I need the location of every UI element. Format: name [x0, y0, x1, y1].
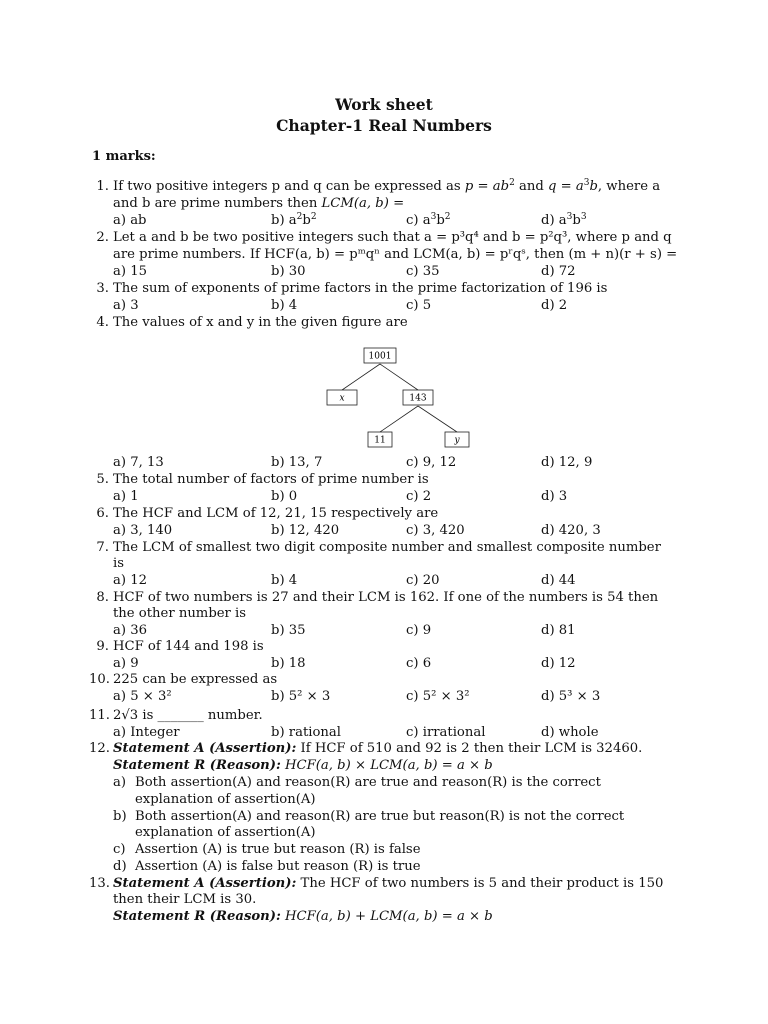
question-text: Let a and b be two positive integers such that a = p³q⁴ and b = p²q³, where p and q	[113, 230, 672, 245]
option-a: a) 9	[113, 656, 139, 671]
question-number: 1.	[96, 179, 109, 194]
option-a: a) 5 × 3²	[113, 689, 172, 704]
question-text: HCF of two numbers is 27 and their LCM is 162. If one of the numbers is 54 then	[113, 590, 659, 605]
question-number: 12.	[89, 741, 110, 756]
question-number: 13.	[89, 876, 110, 891]
option-c: c) 5	[406, 298, 432, 313]
question-number: 2.	[96, 230, 109, 245]
option-d: d) 420, 3	[541, 523, 601, 538]
option-b: b) 30	[271, 264, 306, 279]
option-c: c) irrational	[406, 725, 486, 740]
option-c: c) 2	[406, 489, 432, 504]
question-number: 5.	[96, 472, 109, 487]
question-text: The HCF and LCM of 12, 21, 15 respectively are	[113, 506, 439, 521]
option-c: c) 3, 420	[406, 523, 465, 538]
tree-edge	[380, 406, 418, 432]
question-number: 6.	[96, 506, 109, 521]
option-d: d) whole	[541, 725, 599, 740]
option-c: c) 5² × 3²	[406, 689, 470, 704]
option-b: b) 4	[271, 298, 298, 313]
question-text: If two positive integers p and q can be expressed as $p = ab^2$ and $q = a^3b$, where a	[113, 178, 661, 194]
question-text: The total number of factors of prime number is	[113, 472, 429, 487]
question-number: 10.	[89, 672, 110, 687]
chapter-title: Chapter-1 Real Numbers	[276, 116, 492, 135]
option-a: a) 1	[113, 489, 139, 504]
tree-edge	[380, 364, 418, 390]
factor-tree-diagram	[320, 343, 470, 451]
assertion-statement: Statement A (Assertion): The HCF of two numbers is 5 and their product is 150	[113, 876, 664, 891]
assertion-statement: Statement A (Assertion): If HCF of 510 and 92 is 2 then their LCM is 32460.	[113, 741, 643, 756]
option-d: d) 12, 9	[541, 455, 593, 470]
option-b: b) 0	[271, 489, 298, 504]
option-d: d) 44	[541, 573, 576, 588]
option-a: a) ab	[113, 213, 147, 228]
option-c: c) $a^3b^2$	[406, 212, 451, 228]
tree-node-right-label: 143	[409, 393, 427, 404]
option-a: a) 36	[113, 623, 147, 638]
option-d: d) 2	[541, 298, 568, 313]
question-number: 8.	[96, 590, 109, 605]
option-a: a) 3, 140	[113, 523, 173, 538]
option-d: d) 3	[541, 489, 568, 504]
option-b: b) $a^2b^2$	[271, 212, 317, 228]
option-a: a) 15	[113, 264, 147, 279]
option-a: a) 3	[113, 298, 139, 313]
question-number: 3.	[96, 281, 109, 296]
question-number: 9.	[96, 639, 109, 654]
tree-node-rr-label: y	[454, 435, 460, 446]
option-a: a) 7, 13	[113, 455, 164, 470]
question-number: 4.	[96, 315, 109, 330]
option-c: c) 6	[406, 656, 432, 671]
option-d: d) 72	[541, 264, 576, 279]
tree-node-left-label: x	[339, 393, 345, 404]
tree-node-root-label: 1001	[368, 351, 392, 362]
option-b: b) 4	[271, 573, 298, 588]
question-text: The values of x and y in the given figure are	[113, 315, 408, 330]
option-d: d) $a^3b^3$	[541, 212, 587, 228]
option-b: b) 5² × 3	[271, 689, 331, 704]
option-d: d) 5³ × 3	[541, 689, 601, 704]
question-number: 7.	[96, 540, 109, 555]
question-text: The LCM of smallest two digit composite number and smallest composite number	[113, 540, 661, 555]
option-a: a) Integer	[113, 725, 180, 740]
option-b: b) 18	[271, 656, 306, 671]
marks-heading: 1 marks:	[92, 149, 156, 164]
option-c: c) 35	[406, 264, 440, 279]
tree-edge	[418, 406, 457, 432]
question-text: HCF of 144 and 198 is	[113, 639, 264, 654]
question-text: 2√3 is _______ number.	[113, 708, 263, 723]
question-text: The sum of exponents of prime factors in the prime factorization of 196 is	[113, 281, 608, 296]
option-b: b) rational	[271, 725, 341, 740]
worksheet-page: Work sheet Chapter-1 Real Numbers 1 marks: 1. If two positive integers p and q can be expressed as $p = ab^2$ and $q = a^3b$, where a and b are prime numbers then LCM(a, b) = a) ab b) $a^2b^2$ c) $a^3b^2$ d) $a^3b^3$ 2. Let a and b be two positive integers such that a = p³q⁴ and b = p²q³, where p and q are prime numbers. If HCF(a, b) = pᵐqⁿ and LCM(a, b) = pʳqˢ, then (m + n)(r + s) = a) 15 b) 30 c) 35 d) 72 3. The sum of exponents of prime factors in the prime factorization of 196 is a) 3 b) 4 c) 5 d) 2 4. The values of x and y in the given figure are 1001 x 143 11 y a) 7, 13 b) 13, 7 c) 9, 12 d) 12, 9 5. The total number of factors of prime number is a) 1 b) 0 c) 2 d) 3 6. The HCF and LCM of 12, 21, 15 respectively are a) 3, 140 b) 12, 420 c) 3, 420 d) 420, 3 7. The LCM of smallest two digit composite number and smallest composite number is a) 12 b) 4 c) 20 d) 44 8. HCF of two numbers is 27 and their LCM is 162. If one of the numbers is 54 then the other number is a) 36 b) 35 c) 9 d) 81 9. HCF of 144 and 198 is a) 9 b) 18 c) 6 d) 12 10. 225 can be expressed as a) 5 × 3² b) 5² × 3 c) 5² × 3² d) 5³ × 3 11. 2√3 is _______ number. a) Integer b) rational c) irrational d) whole 12. Statement A (Assertion): If HCF of 510 and 92 is 2 then their LCM is 32460. Statement R (Reason): HCF(a, b) × LCM(a, b) = a × b a) Both assertion(A) and reason(R) are true and reason(R) is the correct explanation of assertion(A) b) Both assertion(A) and reason(R) are true but reason(R) is not the correct explanation of assertion(A) c) Assertion (A) is true but reason (R) is false d) Assertion (A) is false but reason (R) is true 13. Statement A (Assertion): The HCF of two numbers is 5 and their product is 150 then their LCM is 30. Statement R (Reason): HCF(a, b) + LCM(a, b) = a × b	[0, 0, 768, 1024]
option-c: c) 20	[406, 573, 440, 588]
question-number: 11.	[89, 708, 110, 723]
option-a: a) 12	[113, 573, 147, 588]
worksheet-title: Work sheet	[335, 95, 433, 114]
option-b: b) 35	[271, 623, 306, 638]
option-c: c) 9, 12	[406, 455, 457, 470]
tree-edge	[342, 364, 380, 390]
option-b: b) 13, 7	[271, 455, 323, 470]
option-c: c) 9	[406, 623, 432, 638]
option-d: d) 12	[541, 656, 576, 671]
question-text: 225 can be expressed as	[113, 672, 278, 687]
option-b: b) 12, 420	[271, 523, 340, 538]
option-d: d) 81	[541, 623, 576, 638]
tree-node-rl-label: 11	[374, 435, 386, 446]
